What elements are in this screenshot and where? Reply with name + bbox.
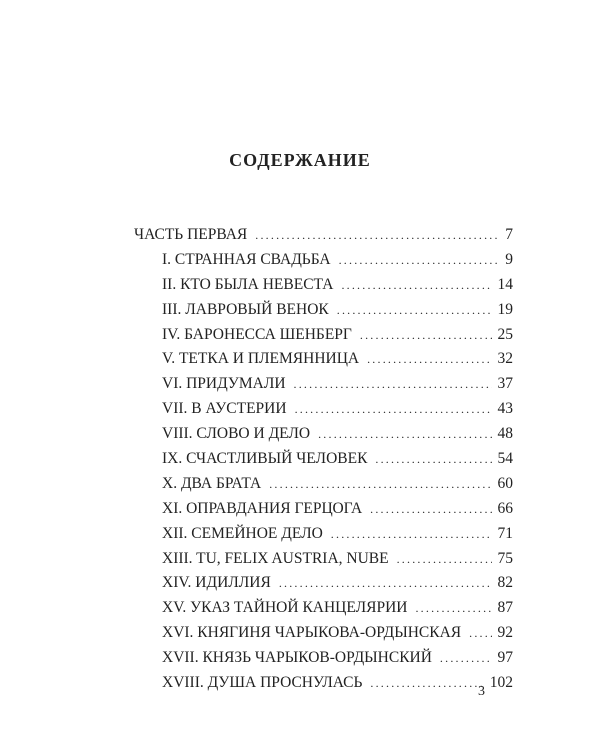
dot-leader <box>339 253 500 268</box>
dot-leader <box>255 228 499 243</box>
entry-title: IX. СЧАСТЛИВЫЙ ЧЕЛОВЕК <box>162 450 368 468</box>
entry-title: X. ДВА БРАТА <box>162 474 262 492</box>
toc-chapter-entry <box>134 475 513 500</box>
entry-page: 71 <box>497 524 513 542</box>
page-title: СОДЕРЖАНИЕ <box>229 150 371 170</box>
toc-chapter-entry <box>134 326 513 351</box>
dot-leader <box>269 477 491 492</box>
toc-chapter-entry <box>134 400 513 425</box>
entry-title: III. ЛАВРОВЫЙ ВЕНОК <box>162 300 329 318</box>
toc-chapter-entry <box>134 251 513 276</box>
toc-chapter-entry <box>134 450 513 475</box>
entry-page: 14 <box>497 275 513 293</box>
toc-chapter-entry <box>134 425 513 450</box>
entry-title: XV. УКАЗ ТАЙНОЙ КАНЦЕЛЯРИИ <box>162 599 408 617</box>
entry-page: 37 <box>497 375 513 393</box>
entry-page: 54 <box>497 450 513 468</box>
dot-leader <box>370 502 491 517</box>
entry-page: 97 <box>497 649 513 667</box>
page-number: 3 <box>478 684 485 699</box>
dot-leader <box>367 352 491 367</box>
entry-page: 32 <box>497 350 513 368</box>
dot-leader <box>341 278 491 293</box>
toc-chapter-entry <box>134 500 513 525</box>
entry-page: 48 <box>497 425 513 443</box>
dot-leader <box>360 328 492 343</box>
entry-page: 66 <box>497 499 513 517</box>
dot-leader <box>397 552 492 567</box>
entry-title: XIII. TU, FELIX AUSTRIA, NUBE <box>162 549 389 567</box>
toc-chapter-entry <box>134 599 513 624</box>
dot-leader <box>415 601 491 616</box>
entry-page: 7 <box>505 226 513 243</box>
dot-leader <box>440 651 492 666</box>
entry-title: II. КТО БЫЛА НЕВЕСТА <box>162 275 334 293</box>
entry-title: XII. СЕМЕЙНОЕ ДЕЛО <box>162 524 323 542</box>
entry-page: 25 <box>497 325 513 343</box>
entry-title: I. СТРАННАЯ СВАДЬБА <box>162 250 331 268</box>
entry-title: XI. ОПРАВДАНИЯ ГЕРЦОГА <box>162 499 363 517</box>
entry-title: V. ТЕТКА И ПЛЕМЯННИЦА <box>162 350 360 368</box>
toc-chapter-entry <box>134 550 513 575</box>
entry-page: 87 <box>497 599 513 617</box>
toc-chapter-entry <box>134 276 513 301</box>
toc-chapter-entry <box>134 649 513 674</box>
entry-page: 82 <box>497 574 513 592</box>
dot-leader <box>279 576 492 591</box>
toc-chapter-entry <box>134 624 513 649</box>
dot-leader <box>337 303 492 318</box>
entry-page: 9 <box>505 250 513 268</box>
toc-chapter-entry <box>134 674 513 699</box>
entry-page: 102 <box>489 674 513 692</box>
dot-leader <box>318 427 491 442</box>
entry-title: XIV. ИДИЛЛИЯ <box>162 574 271 592</box>
entry-page: 19 <box>497 300 513 318</box>
table-of-contents <box>134 226 513 699</box>
entry-page: 60 <box>497 474 513 492</box>
entry-title: IV. БАРОНЕССА ШЕНБЕРГ <box>162 325 352 343</box>
dot-leader <box>331 527 492 542</box>
toc-chapter-entry <box>134 525 513 550</box>
toc-part-entry <box>134 226 513 251</box>
dot-leader <box>295 402 492 417</box>
toc-chapter-entry <box>134 350 513 375</box>
entry-title: VII. В АУСТЕРИИ <box>162 400 287 418</box>
toc-chapter-entry <box>134 574 513 599</box>
entry-title: VI. ПРИДУМАЛИ <box>162 375 286 393</box>
toc-chapter-entry <box>134 375 513 400</box>
dot-leader <box>469 626 491 641</box>
toc-chapter-entry <box>134 301 513 326</box>
entry-title: XVII. КНЯЗЬ ЧАРЫКОВ-ОРДЫНСКИЙ <box>162 649 432 667</box>
entry-title: ЧАСТЬ ПЕРВАЯ <box>134 226 248 243</box>
dot-leader <box>370 676 483 691</box>
entry-page: 92 <box>497 624 513 642</box>
dot-leader <box>375 452 491 467</box>
entry-title: XVI. КНЯГИНЯ ЧАРЫКОВА-ОРДЫНСКАЯ <box>162 624 462 642</box>
entry-page: 75 <box>497 549 513 567</box>
entry-title: XVIII. ДУША ПРОСНУЛАСЬ <box>162 674 363 692</box>
entry-title: VIII. СЛОВО И ДЕЛО <box>162 425 311 443</box>
dot-leader <box>294 377 492 392</box>
entry-page: 43 <box>497 400 513 418</box>
